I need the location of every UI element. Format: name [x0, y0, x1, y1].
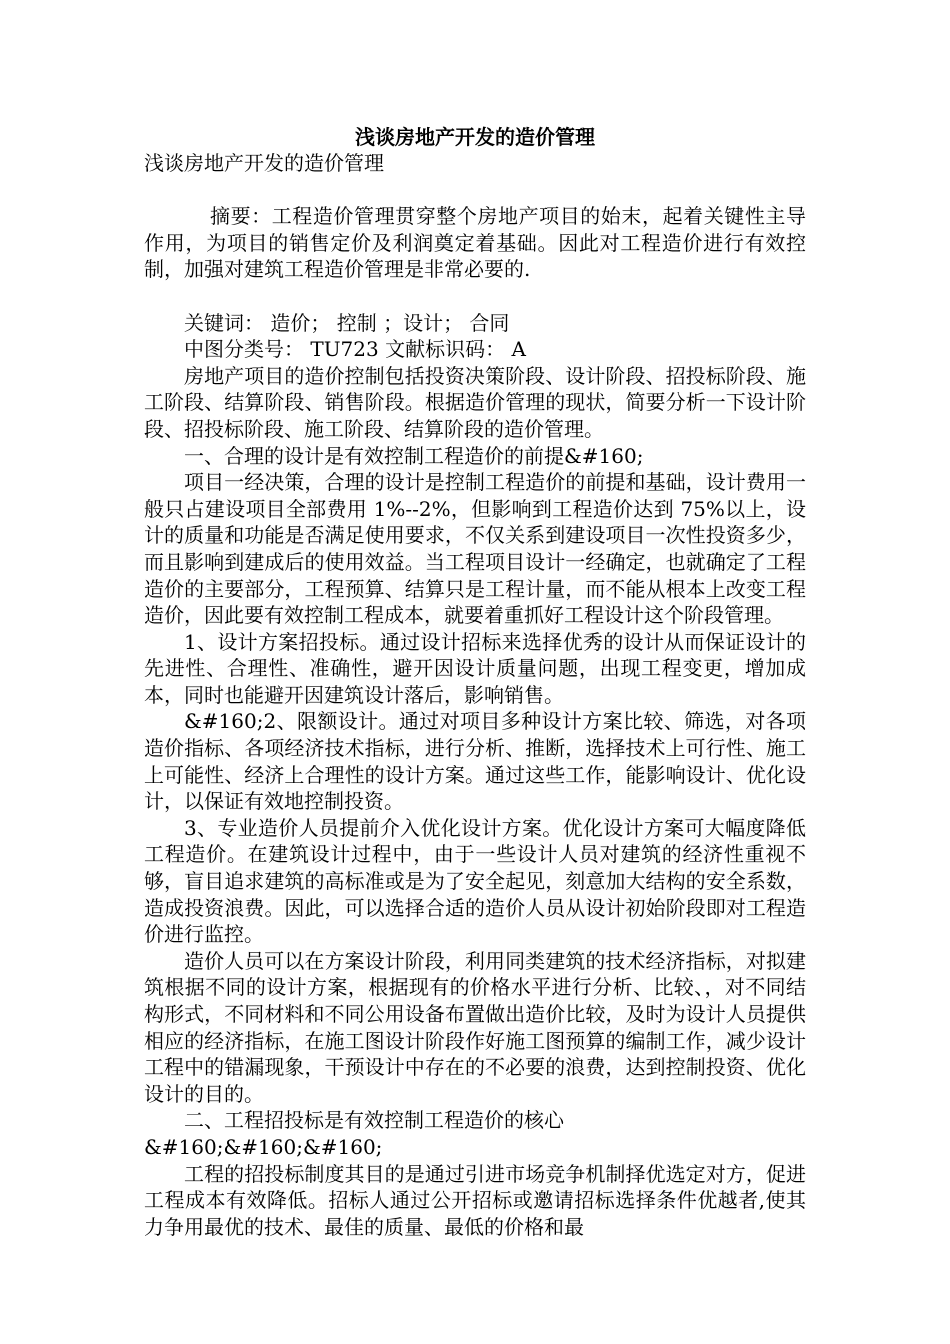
body-paragraph: 1、设计方案招投标。通过设计招标来选择优秀的设计从而保证设计的先进性、合理性、准确性，避开因设计质量问题，出现工程变更，增加成本，同时也能避开因建筑设计落后，影响销售。 [144, 629, 806, 707]
classification-line: 中图分类号： TU723 文献标识码： A [184, 337, 526, 362]
body-paragraph: 工程的招投标制度其目的是通过引进市场竞争机制择优选定对方，促进工程成本有效降低。招标人通过公开招标或邀请招标选择条件优越者,使其力争用最优的技术、最佳的质量、最低的价格和最 [144, 1161, 806, 1239]
body-paragraph: 3、专业造价人员提前介入优化设计方案。优化设计方案可大幅度降低工程造价。在建筑设计过程中，由于一些设计人员对建筑的经济性重视不够，盲目追求建筑的高标准或是为了安全起见，刻意加大结构的安全系数，造成投资浪费。因此，可以选择合适的造价人员从设计初始阶段即对工程造价进行监控。 [144, 815, 806, 947]
body-paragraph: 造价人员可以在方案设计阶段，利用同类建筑的技术经济指标，对拟建筑根据不同的设计方案，根据现有的价格水平进行分析、比较、，对不同结构形式，不同材料和不同公用设备布置做出造价比较，及时为设计人员提供相应的经济指标，在施工图设计阶段作好施工图预算的编制工作，减少设计工程中的错漏现象，干预设计中存在的不必要的浪费，达到控制投资、优化设计的目的。 [144, 948, 806, 1106]
abstract-paragraph: 摘要：工程造价管理贯穿整个房地产项目的始末，起着关键性主导作用，为项目的销售定价及利润奠定着基础。因此对工程造价进行有效控制，加强对建筑工程造价管理是非常必要的. [144, 204, 806, 282]
blank-line [144, 177, 806, 204]
section-heading-1: 一、合理的设计是有效控制工程造价的前提&#160; [184, 443, 644, 468]
keywords-line: 关键词： 造价； 控制 ；设计； 合同 [184, 310, 510, 335]
document-body [144, 150, 806, 1240]
entity-line: &#160;&#160;&#160; [144, 1134, 383, 1159]
blank-line [144, 283, 806, 310]
body-paragraph: 项目一经决策，合理的设计是控制工程造价的前提和基础，设计费用一般只占建设项目全部费用 1%--2%，但影响到工程造价达到 75%以上，设计的质量和功能是否满足使用要求，不仅关系到建设项目一次性投资多少，而且影响到建成后的使用效益。当工程项目设计一经确定，也就确定了工程造价的主要部分，工程预算、结算只是工程计量，而不能从根本上改变工程造价，因此要有效控制工程成本，就要着重抓好工程设计这个阶段管理。 [144, 470, 806, 628]
body-paragraph: &#160;2、限额设计。通过对项目多种设计方案比较、筛选，对各项造价指标、各项经济技术指标，进行分析、推断，选择技术上可行性、施工上可能性、经济上合理性的设计方案。通过这些工作，能影响设计、优化设计，以保证有效地控制投资。 [144, 709, 806, 814]
section-heading-2: 二、工程招投标是有效控制工程造价的核心 [184, 1108, 564, 1133]
document-subtitle: 浅谈房地产开发的造价管理 [144, 151, 384, 175]
document-title: 浅谈房地产开发的造价管理 [355, 125, 595, 149]
body-paragraph: 房地产项目的造价控制包括投资决策阶段、设计阶段、招投标阶段、施工阶段、结算阶段、销售阶段。根据造价管理的现状，简要分析一下设计阶段、招投标阶段、施工阶段、结算阶段的造价管理。 [144, 363, 806, 441]
